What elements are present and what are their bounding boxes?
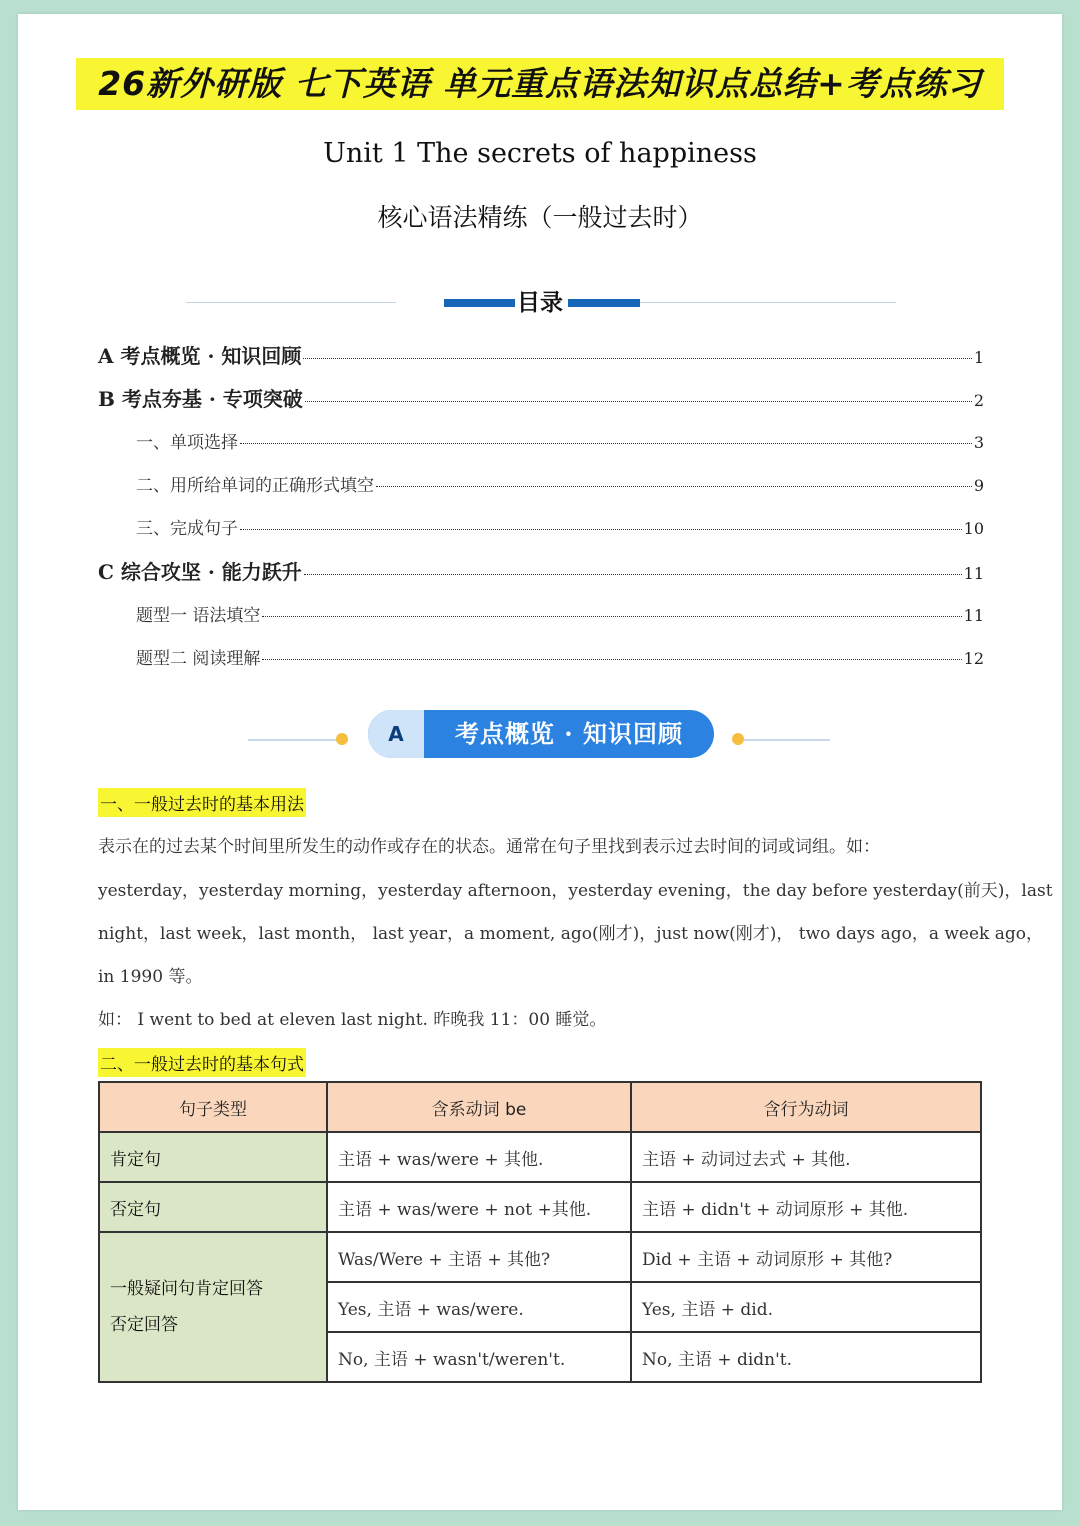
table-cell: 主语 + was/were + not +其他. — [327, 1182, 631, 1232]
toc-item[interactable]: C 综合攻坚 · 能力跃升 11 — [98, 560, 984, 584]
row-type-question: 一般疑问句肯定回答 否定回答 — [99, 1232, 327, 1382]
document-page — [18, 14, 1062, 1510]
table-cell: 主语 + was/were + 其他. — [327, 1132, 631, 1182]
section-deco-line-left — [248, 739, 348, 741]
toc-item[interactable]: 三、完成句子 10 — [136, 519, 984, 539]
table-row — [99, 1182, 981, 1232]
table-row — [99, 1132, 981, 1182]
table-header-row — [99, 1082, 981, 1132]
section-deco-dot-left — [336, 733, 348, 745]
toc-item[interactable]: A 考点概览 · 知识回顾 1 — [98, 344, 984, 368]
table-cell: Yes, 主语 + did. — [631, 1282, 981, 1332]
section-deco-dot-right — [732, 733, 744, 745]
section-deco-line-right — [744, 739, 830, 741]
table-row — [99, 1232, 981, 1282]
unit-title: Unit 1 The secrets of happiness — [323, 138, 757, 169]
part2-heading: 二、一般过去时的基本句式 — [98, 1048, 306, 1077]
part1-heading: 一、一般过去时的基本用法 — [98, 788, 306, 817]
section-letter: A — [368, 710, 424, 758]
part1-line: in 1990 等。 — [98, 967, 203, 987]
row-type: 否定句 — [99, 1182, 327, 1232]
table-header: 含系动词 be — [327, 1082, 631, 1132]
toc-item[interactable]: 一、单项选择 3 — [136, 433, 984, 453]
toc-item[interactable]: 二、用所给单词的正确形式填空 9 — [136, 476, 984, 496]
table-cell: 主语 + 动词过去式 + 其他. — [631, 1132, 981, 1182]
table-cell: Was/Were + 主语 + 其他? — [327, 1232, 631, 1282]
section-title: 考点概览 · 知识回顾 — [454, 719, 684, 748]
section-a-header — [368, 710, 714, 758]
table-cell: 主语 + didn't + 动词原形 + 其他. — [631, 1182, 981, 1232]
toc-item[interactable]: B 考点夯基 · 专项突破 2 — [98, 387, 984, 411]
table-cell: Yes, 主语 + was/were. — [327, 1282, 631, 1332]
part1-line: yesterday，yesterday morning，yesterday afternoon，yesterday evening，the day before yesterday(前天)，last — [98, 881, 1053, 901]
part1-line: 表示在的过去某个时间里所发生的动作或存在的状态。通常在句子里找到表示过去时间的词或词组。如： — [98, 837, 880, 857]
toc-title: 目录 — [517, 290, 563, 316]
row-type: 肯定句 — [99, 1132, 327, 1182]
table-cell: No, 主语 + wasn't/weren't. — [327, 1332, 631, 1382]
table-header: 句子类型 — [99, 1082, 327, 1132]
grammar-table — [98, 1081, 982, 1383]
toc-item[interactable]: 题型二 阅读理解 12 — [136, 649, 984, 669]
page-banner: 26新外研版 七下英语 单元重点语法知识点总结+考点练习 — [76, 58, 1004, 110]
part1-line: night，last week，last month， last year，a moment, ago(刚才)，just now(刚才)， two days ago，a week ago， — [98, 924, 1043, 944]
table-cell: Did + 主语 + 动词原形 + 其他? — [631, 1232, 981, 1282]
table-cell: No, 主语 + didn't. — [631, 1332, 981, 1382]
toc-item[interactable]: 题型一 语法填空 11 — [136, 606, 984, 626]
part1-example: 如： I went to bed at eleven last night. 昨晚我 11：00 睡觉。 — [98, 1010, 607, 1030]
table-header: 含行为动词 — [631, 1082, 981, 1132]
subtitle: 核心语法精练（一般过去时） — [377, 203, 703, 232]
